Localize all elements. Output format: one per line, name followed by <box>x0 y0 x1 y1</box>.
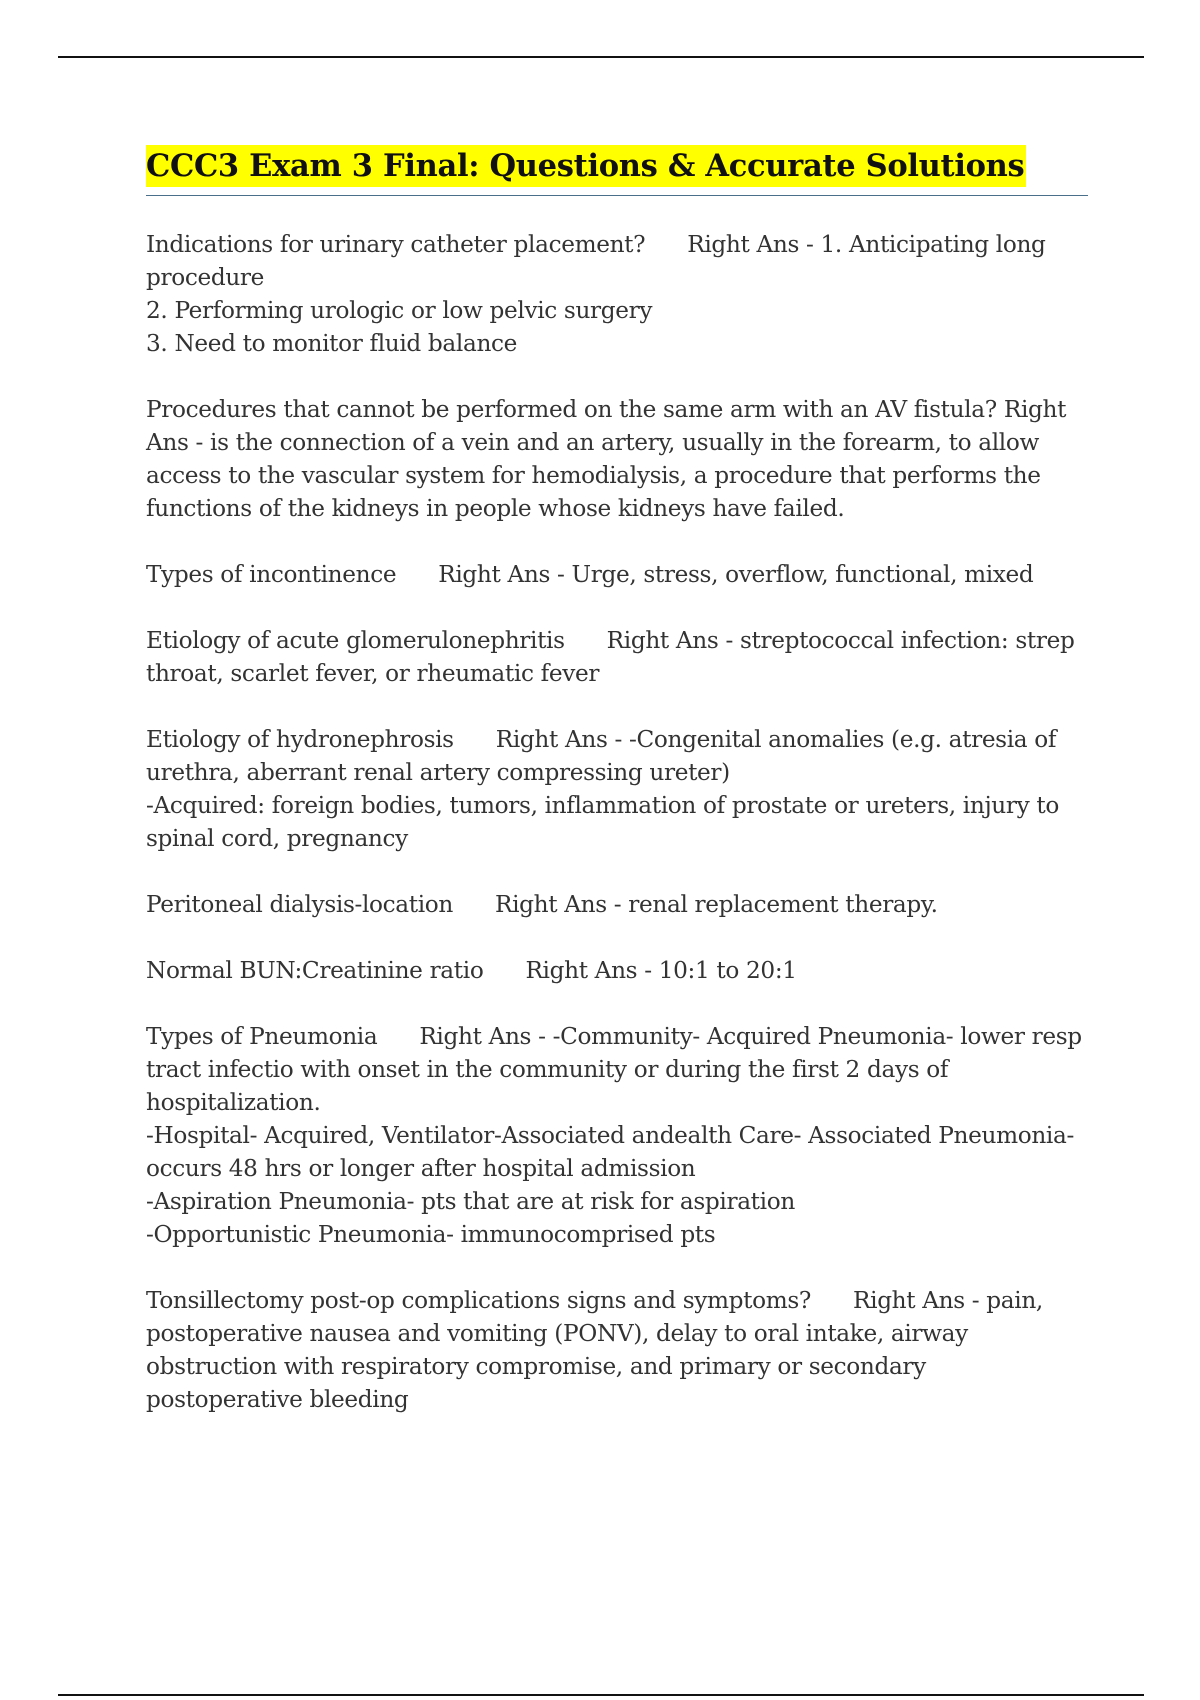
qa-entry <box>146 624 1088 690</box>
qa-first-line <box>146 393 1088 525</box>
answer-text: Right Ans - -Congenital anomalies (e.g. atresia of urethra, aberrant renal artery compressing ureter) <box>146 726 1057 786</box>
qa-first-line <box>146 228 1088 294</box>
qa-first-line <box>146 1284 1088 1416</box>
bottom-rule <box>58 1694 1144 1696</box>
answer-text: Right Ans - renal replacement therapy. <box>495 891 938 918</box>
qa-first-line <box>146 723 1088 789</box>
qa-first-line <box>146 1020 1088 1119</box>
qa-entry <box>146 888 1088 921</box>
qa-list <box>146 228 1088 1449</box>
answer-text: Right Ans - pain, postoperative nausea and vomiting (PONV), delay to oral intake, airway obstruction with respiratory compromise, and primary or secondary postoperative bleeding <box>146 1287 1043 1413</box>
answer-text: Right Ans - -Community- Acquired Pneumonia- lower resp tract infectio with onset in the community or during the first 2 days of hospitalization. <box>146 1023 1082 1116</box>
answer-text: Right Ans - 1. Anticipating long procedure <box>146 231 1046 291</box>
question-text: Etiology of acute glomerulonephritis <box>146 627 565 654</box>
question-text: Peritoneal dialysis-location <box>146 891 453 918</box>
title-block <box>146 145 1088 196</box>
question-text: Types of Pneumonia <box>146 1023 378 1050</box>
top-rule <box>58 56 1144 58</box>
answer-text: Right Ans - Urge, stress, overflow, functional, mixed <box>438 561 1034 588</box>
answer-text: Right Ans - streptococcal infection: strep throat, scarlet fever, or rheumatic fever <box>146 627 1075 687</box>
question-text: Tonsillectomy post-op complications signs and symptoms? <box>146 1287 812 1314</box>
answer-line: 3. Need to monitor fluid balance <box>146 330 518 357</box>
qa-first-line <box>146 558 1088 591</box>
qa-entry <box>146 723 1088 855</box>
qa-first-line <box>146 624 1088 690</box>
answer-line: 2. Performing urologic or low pelvic surgery <box>146 297 653 324</box>
question-text: Indications for urinary catheter placement? <box>146 231 646 258</box>
qa-entry <box>146 393 1088 525</box>
qa-entry <box>146 228 1088 360</box>
qa-first-line <box>146 888 1088 921</box>
question-text: Types of incontinence <box>146 561 397 588</box>
answer-text: Right Ans - 10:1 to 20:1 <box>525 957 797 984</box>
qa-entry <box>146 558 1088 591</box>
question-text: Etiology of hydronephrosis <box>146 726 454 753</box>
page-title: CCC3 Exam 3 Final: Questions & Accurate Solutions <box>146 145 1026 187</box>
question-text: Normal BUN:Creatinine ratio <box>146 957 484 984</box>
question-text: Procedures that cannot be performed on the same arm with an AV fistula? <box>146 396 997 423</box>
answer-line: -Aspiration Pneumonia- pts that are at risk for aspiration <box>146 1188 795 1215</box>
answer-line: -Opportunistic Pneumonia- immunocomprised pts <box>146 1221 716 1248</box>
answer-text: Right Ans - is the connection of a vein and an artery, usually in the forearm, to allow access to the vascular system for hemodialysis, a procedure that performs the functions of the kidneys in people whose kidneys have failed. <box>146 396 1067 522</box>
qa-entry <box>146 1284 1088 1416</box>
qa-first-line <box>146 954 1088 987</box>
qa-entry <box>146 954 1088 987</box>
answer-line: -Acquired: foreign bodies, tumors, inflammation of prostate or ureters, injury to spinal cord, pregnancy <box>146 792 1059 852</box>
answer-line: -Hospital- Acquired, Ventilator-Associated andealth Care- Associated Pneumonia- occurs 48 hrs or longer after hospital admission <box>146 1122 1074 1182</box>
qa-entry <box>146 1020 1088 1251</box>
